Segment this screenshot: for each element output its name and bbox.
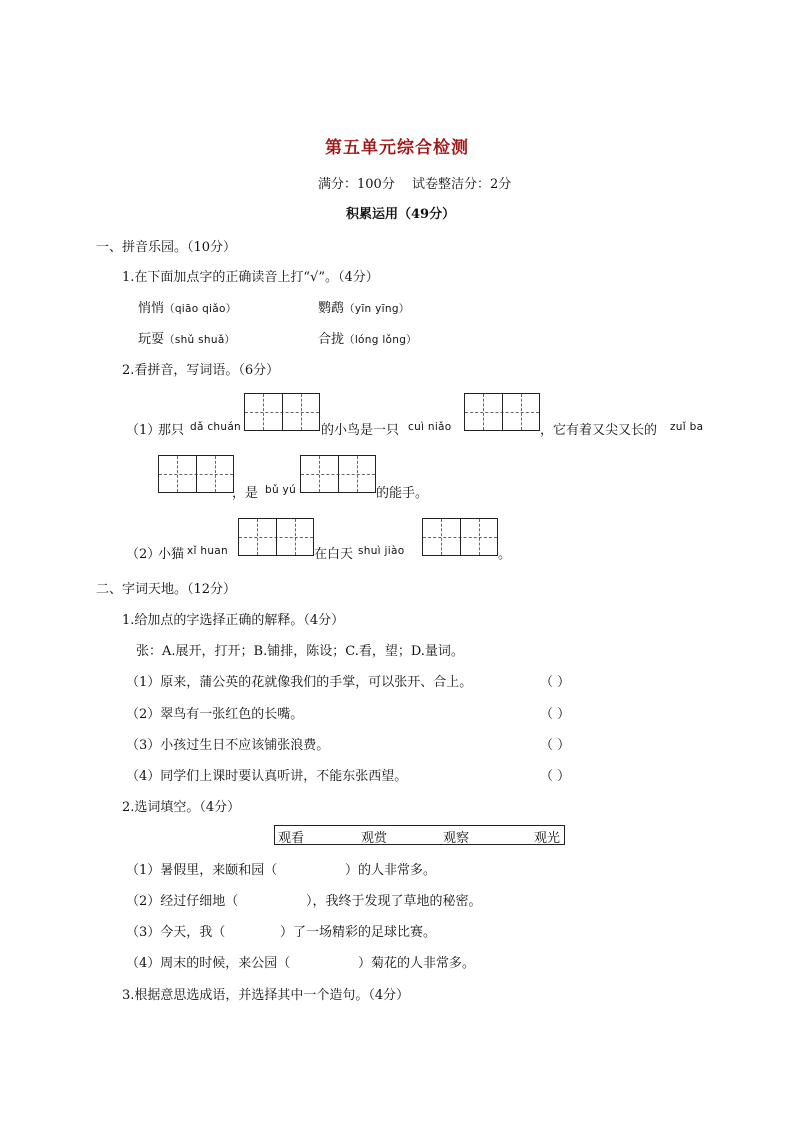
writing-grid[interactable] xyxy=(238,518,314,556)
part1-title: 一、拼音乐园。（10分） xyxy=(96,240,237,255)
q1-title: 1.在下面加点字的正确读音上打“√”。（4分） xyxy=(122,270,379,285)
answer-paren[interactable]: （ ） xyxy=(540,769,571,784)
line-text: 在白天 xyxy=(314,547,354,562)
definition-line: 张：A.展开，打开；B.铺排，陈设；C.看，望；D.量词。 xyxy=(136,644,464,659)
pronunciation-item xyxy=(138,297,237,316)
line-text: 那只 xyxy=(158,423,185,438)
neatness-score: 试卷整洁分：2分 xyxy=(412,177,512,192)
line-text: 的小鸟是一只 xyxy=(321,423,400,438)
item-options: （yīn yīng） xyxy=(344,303,410,315)
fill-item-start: （1）暑假里，来颐和园（ xyxy=(126,863,278,878)
writing-grid[interactable] xyxy=(158,455,234,493)
pinyin: zuǐ ba xyxy=(670,421,704,433)
writing-grid[interactable] xyxy=(300,455,376,493)
q1-title: 1.给加点的字选择正确的解释。（4分） xyxy=(122,613,345,628)
question-item: （1）原来，蒲公英的花就像我们的手掌，可以张开、合上。 xyxy=(126,675,473,690)
line-text: ，是 xyxy=(232,486,259,501)
answer-paren[interactable]: （ ） xyxy=(540,707,571,722)
full-score: 满分：100分 xyxy=(318,177,395,192)
q3-title: 3.根据意思选成语，并选择其中一个造句。（4分） xyxy=(122,988,410,1003)
question-item: （4）同学们上课时要认真听讲，不能东张西望。 xyxy=(126,769,408,784)
item-options: （lóng lǒng） xyxy=(344,334,417,346)
line-number: （2） xyxy=(126,547,161,562)
item-word: 悄悄 xyxy=(138,301,165,316)
fill-item-end: ）的人非常多。 xyxy=(345,863,437,878)
pinyin: bǔ yú xyxy=(265,484,297,496)
answer-paren[interactable]: （ ） xyxy=(540,738,571,753)
pinyin: dǎ chuán xyxy=(190,421,242,433)
question-item: （3）小孩过生日不应该铺张浪费。 xyxy=(126,738,330,753)
word-bank-item: 观看 xyxy=(278,831,305,846)
item-word: 合拢 xyxy=(318,332,345,347)
part2-title: 二、字词天地。（12分） xyxy=(96,582,237,597)
fill-item-end: ）了一场精彩的足球比赛。 xyxy=(280,925,437,940)
line-text: 小猫 xyxy=(158,547,185,562)
item-options: （qiāo qiǎo） xyxy=(164,303,237,315)
word-bank-item: 观察 xyxy=(443,831,470,846)
pronunciation-item xyxy=(318,328,417,347)
word-bank-item: 观光 xyxy=(534,831,561,846)
line-number: （1） xyxy=(126,423,161,438)
fill-item-end: ），我终于发现了草地的秘密。 xyxy=(306,894,482,909)
q2-title: 2.看拼音，写词语。（6分） xyxy=(122,363,280,378)
fill-item-start: （4）周末的时候，来公园（ xyxy=(126,956,291,971)
answer-paren[interactable]: （ ） xyxy=(540,675,571,690)
line-text: 的能手。 xyxy=(376,486,429,501)
pronunciation-item xyxy=(318,297,410,316)
pronunciation-item xyxy=(138,328,235,347)
pinyin: xǐ huan xyxy=(187,545,228,557)
line-text: ，它有着又尖又长的 xyxy=(540,423,658,438)
q2-title: 2.选词填空。（4分） xyxy=(122,800,241,815)
word-bank xyxy=(274,825,565,845)
question-item: （2）翠鸟有一张红色的长嘴。 xyxy=(126,707,304,722)
fill-item-start: （2）经过仔细地（ xyxy=(126,894,239,909)
page-title: 第五单元综合检测 xyxy=(325,138,469,158)
writing-grid[interactable] xyxy=(244,393,320,431)
item-word: 玩耍 xyxy=(138,332,165,347)
writing-grid[interactable] xyxy=(464,393,540,431)
word-bank-item: 观赏 xyxy=(361,831,388,846)
fill-item-end: ）菊花的人非常多。 xyxy=(358,956,476,971)
item-word: 鹦鹉 xyxy=(318,301,345,316)
fill-item-start: （3）今天，我（ xyxy=(126,925,226,940)
item-options: （shǔ shuǎ） xyxy=(164,334,236,346)
line-text: 。 xyxy=(498,547,512,562)
writing-grid[interactable] xyxy=(422,518,498,556)
section-title: 积累运用（49分） xyxy=(346,207,456,222)
pinyin: cuì niǎo xyxy=(408,421,452,433)
pinyin: shuì jiào xyxy=(358,545,405,557)
